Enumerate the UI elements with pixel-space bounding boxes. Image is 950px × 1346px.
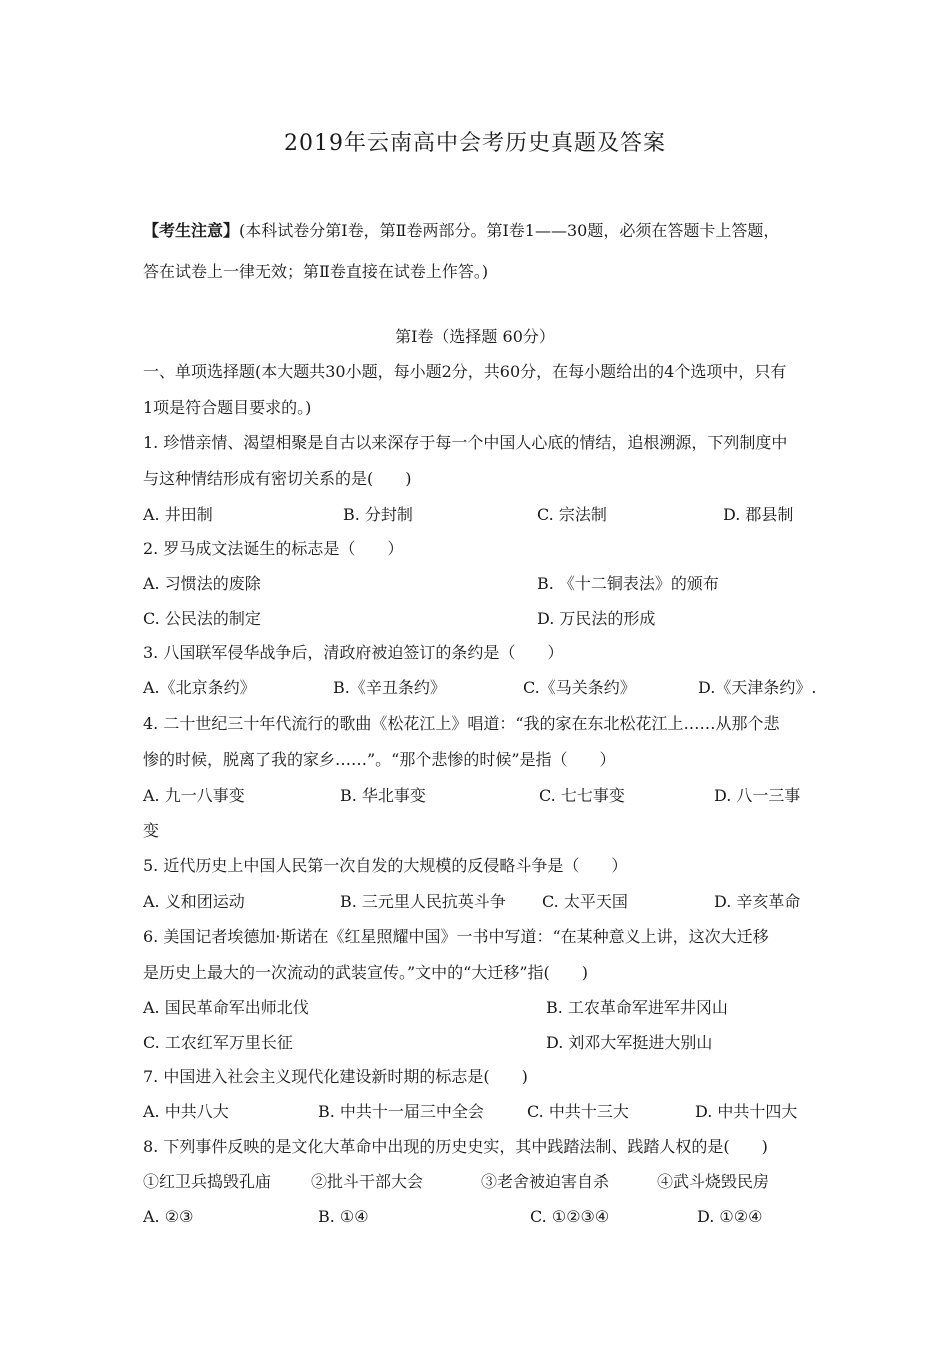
- question-4-stem-1: 4. 二十世纪三十年代流行的歌曲《松花江上》唱道：“我的家在东北松花江上……从那个悲: [143, 714, 780, 733]
- question-3-option-b: B.《辛丑条约》: [333, 678, 446, 697]
- notice-head: 【考生注意】: [143, 221, 240, 240]
- question-8-item-2: ②批斗干部大会: [311, 1172, 424, 1191]
- question-5-option-a: A. 义和团运动: [143, 892, 245, 911]
- question-3-option-a: A.《北京条约》: [143, 678, 256, 697]
- question-7-stem: 7. 中国进入社会主义现代化建设新时期的标志是( ): [143, 1067, 528, 1086]
- question-5-option-c: C. 太平天国: [542, 892, 628, 911]
- question-4-option-a: A. 九一八事变: [143, 786, 245, 805]
- question-7-option-d: D. 中共十四大: [695, 1102, 798, 1121]
- question-8-item-3: ③老舍被迫害自杀: [481, 1172, 610, 1191]
- question-4-option-c: C. 七七事变: [539, 786, 625, 805]
- question-8-item-4: ④武斗烧毁民房: [657, 1172, 770, 1191]
- notice-line-2: 答在试卷上一律无效；第Ⅱ卷直接在试卷上作答。): [143, 262, 489, 281]
- question-1-option-b: B. 分封制: [343, 505, 413, 524]
- question-1-option-a: A. 井田制: [143, 505, 213, 524]
- question-2-option-b: B. 《十二铜表法》的颁布: [537, 574, 719, 593]
- section-title: 第Ⅰ卷（选择题 60分）: [395, 327, 555, 346]
- question-6-stem-1: 6. 美国记者埃德加·斯诺在《红星照耀中国》一书中写道：“在某种意义上讲，这次大迁移: [143, 927, 769, 946]
- question-8-option-b: B. ①④: [318, 1207, 369, 1226]
- question-2-option-c: C. 公民法的制定: [143, 609, 261, 628]
- question-8-item-1: ①红卫兵捣毁孔庙: [143, 1172, 272, 1191]
- question-7-option-a: A. 中共八大: [143, 1102, 229, 1121]
- question-8-option-d: D. ①②④: [697, 1207, 763, 1226]
- question-3-option-c: C.《马关条约》: [523, 678, 636, 697]
- question-3-option-d: D.《天津条约》.: [698, 678, 817, 697]
- question-2-stem: 2. 罗马成文法诞生的标志是（ ）: [143, 539, 404, 558]
- question-8-option-c: C. ①②③④: [530, 1207, 610, 1226]
- section-instructions-2: 1项是符合题目要求的。): [143, 398, 312, 417]
- question-8-option-a: A. ②③: [143, 1207, 194, 1226]
- page-title: 2019年云南高中会考历史真题及答案: [284, 131, 666, 156]
- notice-line-1: [143, 221, 779, 241]
- question-6-option-a: A. 国民革命军出师北伐: [143, 998, 309, 1017]
- question-1-stem-1: 1. 珍惜亲情、渴望相聚是自古以来深存于每一个中国人心底的情结，追根溯源，下列制度中: [143, 433, 788, 452]
- question-6-stem-2: 是历史上最大的一次流动的武装宣传。”文中的“大迁移”指( ): [143, 963, 589, 982]
- section-instructions-1: 一、单项选择题(本大题共30小题，每小题2分，共60分，在每小题给出的4个选项中，只有: [143, 362, 787, 381]
- question-5-option-d: D. 辛亥革命: [714, 892, 801, 911]
- question-2-option-d: D. 万民法的形成: [537, 609, 656, 628]
- question-2-option-a: A. 习惯法的废除: [143, 574, 261, 593]
- question-6-option-b: B. 工农革命军进军井冈山: [546, 998, 728, 1017]
- question-7-option-b: B. 中共十一届三中全会: [318, 1102, 484, 1121]
- question-4-option-b: B. 华北事变: [340, 786, 426, 805]
- question-1-option-c: C. 宗法制: [537, 505, 607, 524]
- question-1-stem-2: 与这种情结形成有密切关系的是( ): [143, 469, 412, 488]
- notice-text-1: (本科试卷分第Ⅰ卷，第Ⅱ卷两部分。第Ⅰ卷1——30题，必须在答题卡上答题，: [239, 221, 780, 240]
- question-8-stem: 8. 下列事件反映的是文化大革命中出现的历史史实，其中践踏法制、践踏人权的是( ): [143, 1137, 768, 1156]
- question-5-option-b: B. 三元里人民抗英斗争: [340, 892, 506, 911]
- question-5-stem: 5. 近代历史上中国人民第一次自发的大规模的反侵略斗争是（ ）: [143, 856, 628, 875]
- question-4-option-d-wrap: 变: [143, 821, 160, 840]
- question-6-option-d: D. 刘邓大军挺进大别山: [546, 1033, 713, 1052]
- question-3-stem: 3. 八国联军侵华战争后，清政府被迫签订的条约是（ ）: [143, 643, 564, 662]
- question-4-option-d: D. 八一三事: [714, 786, 801, 805]
- question-7-option-c: C. 中共十三大: [527, 1102, 629, 1121]
- question-1-option-d: D. 郡县制: [723, 505, 794, 524]
- question-4-stem-2: 惨的时候，脱离了我的家乡……”。“那个悲惨的时候”是指（ ）: [143, 750, 616, 769]
- question-6-option-c: C. 工农红军万里长征: [143, 1033, 293, 1052]
